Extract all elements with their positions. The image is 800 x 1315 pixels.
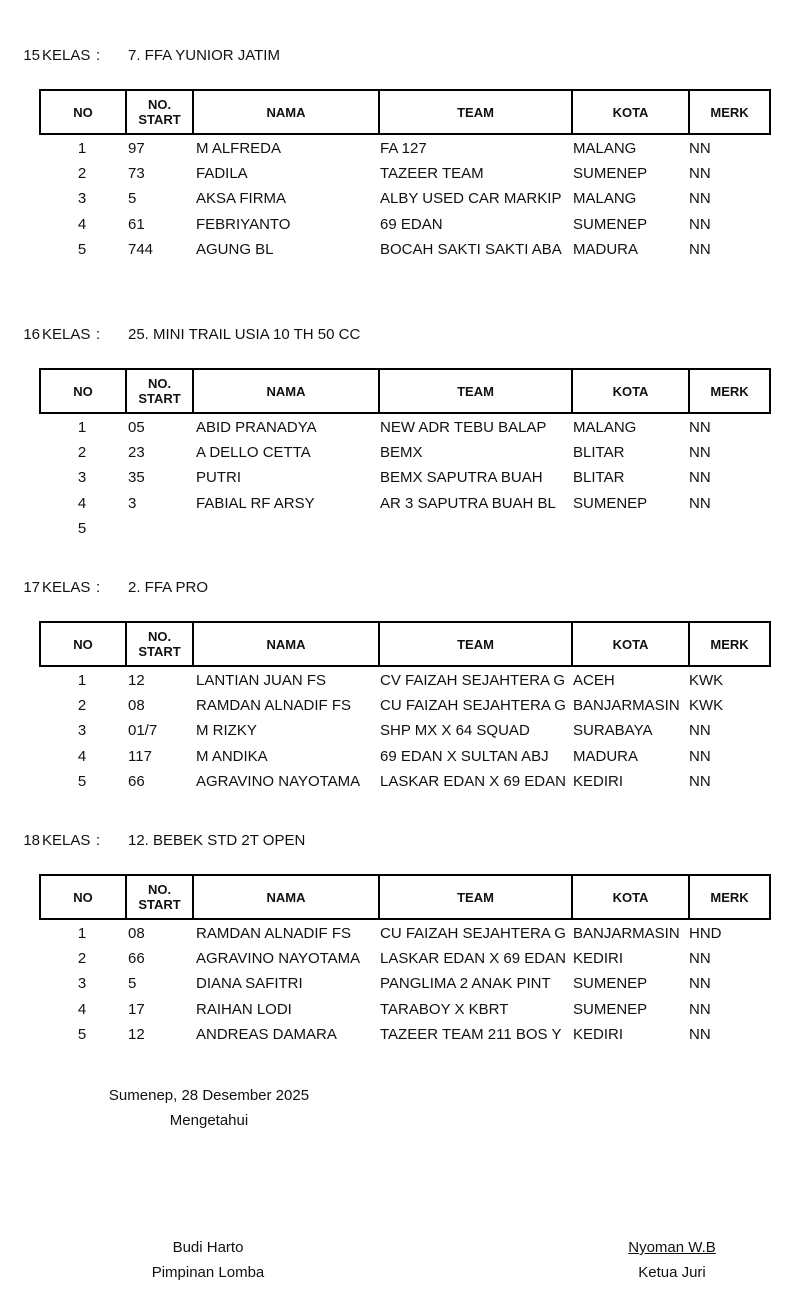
cell-merk: NN (689, 419, 711, 436)
cell-team: CV FAIZAH SEJAHTERA G (380, 672, 566, 689)
signer-right-title: Ketua Juri (638, 1264, 706, 1281)
cell-kota: MADURA (573, 240, 639, 258)
table-row (0, 744, 800, 769)
header-start-line1: NO. (147, 97, 172, 112)
cell-kota: BLITAR (573, 444, 625, 462)
header-merk: MERK (710, 383, 749, 399)
cell-nama: PUTRI (196, 469, 241, 487)
cell-team: TARABOY X KBRT (380, 1000, 509, 1018)
cell-start: 66 (128, 950, 145, 968)
cell-team: BOCAH SAKTI SAKTI ABA (380, 240, 562, 258)
cell-no: 2 (77, 165, 87, 183)
section-title (0, 832, 305, 849)
cell-merk: NN (689, 469, 711, 487)
cell-nama: FABIAL RF ARSY (196, 494, 315, 512)
cell-nama: LANTIAN JUAN FS (196, 672, 327, 689)
cell-no: 3 (77, 975, 87, 993)
cell-merk: NN (689, 950, 711, 968)
table-row (0, 997, 800, 1022)
header-team: TEAM (380, 876, 573, 918)
cell-team: TAZEER TEAM 211 BOS Y (380, 1025, 562, 1043)
cell-team: BEMX SAPUTRA BUAH (380, 469, 543, 487)
cell-nama: AGUNG BL (196, 240, 274, 258)
table-header (39, 621, 771, 667)
signer-left-name: Budi Harto (172, 1239, 244, 1256)
cell-no: 4 (77, 747, 87, 765)
cell-no: 5 (77, 519, 87, 537)
cell-start: 05 (128, 419, 145, 436)
cell-merk: NN (689, 722, 711, 740)
section-title (0, 326, 360, 343)
signer-left-title: Pimpinan Lomba (151, 1264, 265, 1281)
cell-start: 08 (128, 697, 145, 715)
cell-start: 35 (128, 469, 145, 487)
header-team: TEAM (380, 91, 573, 133)
cell-merk: HND (689, 925, 722, 942)
cell-merk: NN (689, 240, 711, 258)
cell-merk: KWK (689, 697, 724, 715)
cell-kota: MALANG (573, 190, 637, 208)
table-header (39, 874, 771, 920)
section-colon: : (96, 832, 101, 849)
cell-merk: NN (689, 165, 711, 183)
table-row (0, 971, 800, 996)
header-merk: MERK (710, 104, 749, 120)
cell-merk: NN (689, 747, 711, 765)
cell-team: CU FAIZAH SEJAHTERA G (380, 697, 566, 715)
cell-merk: NN (689, 975, 711, 993)
cell-team: NEW ADR TEBU BALAP (380, 419, 547, 436)
cell-team: LASKAR EDAN X 69 EDAN (380, 950, 566, 968)
table-row (0, 415, 800, 440)
table-row (0, 668, 800, 693)
cell-nama: AGRAVINO NAYOTAMA (196, 772, 361, 790)
cell-kota: SUMENEP (573, 165, 648, 183)
cell-team: FA 127 (380, 140, 427, 157)
table-row (0, 440, 800, 465)
signer-right-name: Nyoman W.B (628, 1239, 716, 1256)
cell-kota: SUMENEP (573, 494, 648, 512)
section-number: 18 (23, 832, 40, 849)
cell-no: 5 (77, 240, 87, 258)
cell-start: 61 (128, 215, 145, 233)
cell-no: 4 (77, 494, 87, 512)
cell-nama: DIANA SAFITRI (196, 975, 303, 993)
cell-start: 5 (128, 190, 137, 208)
cell-merk: NN (689, 772, 711, 790)
cell-kota: SUMENEP (573, 975, 648, 993)
header-nama: NAMA (194, 623, 380, 665)
header-start-line2: START (138, 897, 181, 912)
header-start-line1: NO. (147, 882, 172, 897)
table-row (0, 136, 800, 161)
cell-team: BEMX (380, 444, 423, 462)
cell-start: 66 (128, 772, 145, 790)
header-start (127, 876, 194, 918)
cell-start: 117 (128, 747, 152, 765)
header-team: TEAM (380, 370, 573, 412)
cell-no: 1 (77, 672, 87, 689)
cell-merk: KWK (689, 672, 724, 689)
section-class-name: 7. FFA YUNIOR JATIM (128, 47, 280, 64)
header-start-line1: NO. (147, 376, 172, 391)
cell-kota: SUMENEP (573, 1000, 648, 1018)
table-body (0, 415, 800, 541)
cell-kota: KEDIRI (573, 1025, 624, 1043)
table-row (0, 921, 800, 946)
table-row (0, 769, 800, 794)
cell-nama: AKSA FIRMA (196, 190, 287, 208)
table-row (0, 1022, 800, 1047)
cell-start: 97 (128, 140, 145, 157)
cell-merk: NN (689, 1025, 711, 1043)
cell-no: 3 (77, 190, 87, 208)
cell-merk: NN (689, 494, 711, 512)
cell-no: 1 (77, 419, 87, 436)
cell-start: 12 (128, 672, 145, 689)
section-colon: : (96, 47, 101, 64)
cell-kota: MALANG (573, 419, 637, 436)
cell-nama: ABID PRANADYA (196, 419, 317, 436)
cell-start: 73 (128, 165, 145, 183)
header-start (127, 623, 194, 665)
section-class-name: 2. FFA PRO (128, 579, 209, 596)
section-class-name: 25. MINI TRAIL USIA 10 TH 50 CC (128, 326, 361, 343)
section-colon: : (96, 326, 101, 343)
cell-merk: NN (689, 444, 711, 462)
cell-no: 1 (77, 925, 87, 942)
section-label: KELAS (42, 47, 91, 64)
cell-team: ALBY USED CAR MARKIP (380, 190, 562, 208)
cell-kota: BANJARMASIN (573, 925, 680, 942)
section-colon: : (96, 579, 101, 596)
header-start-line2: START (138, 391, 181, 406)
cell-kota: KEDIRI (573, 950, 624, 968)
acknowledged-label: Mengetahui (169, 1112, 249, 1129)
cell-no: 2 (77, 444, 87, 462)
table-header (39, 368, 771, 414)
header-start (127, 370, 194, 412)
header-kota: KOTA (573, 623, 690, 665)
cell-nama: RAMDAN ALNADIF FS (196, 697, 352, 715)
cell-start: 01/7 (128, 722, 158, 740)
header-team: TEAM (380, 623, 573, 665)
section-label: KELAS (42, 832, 91, 849)
header-nama: NAMA (194, 876, 380, 918)
cell-no: 3 (77, 722, 87, 740)
cell-team: 69 EDAN (380, 215, 443, 233)
table-row (0, 516, 800, 541)
header-no: NO (41, 876, 127, 918)
section-number: 15 (23, 47, 40, 64)
table-body (0, 668, 800, 794)
cell-kota: SUMENEP (573, 215, 648, 233)
cell-team: PANGLIMA 2 ANAK PINT (380, 975, 551, 993)
table-body (0, 136, 800, 262)
table-row (0, 946, 800, 971)
cell-start: 17 (128, 1000, 145, 1018)
cell-no: 5 (77, 1025, 87, 1043)
section-number: 17 (23, 579, 40, 596)
table-header (39, 89, 771, 135)
header-kota: KOTA (573, 876, 690, 918)
cell-kota: SURABAYA (573, 722, 653, 740)
cell-team: LASKAR EDAN X 69 EDAN (380, 772, 566, 790)
cell-nama: RAMDAN ALNADIF FS (196, 925, 352, 942)
cell-no: 4 (77, 215, 87, 233)
section-number: 16 (23, 326, 40, 343)
cell-start: 744 (128, 240, 154, 258)
cell-no: 3 (77, 469, 87, 487)
table-row (0, 186, 800, 211)
section-class-name: 12. BEBEK STD 2T OPEN (128, 832, 306, 849)
header-start-line2: START (138, 644, 181, 659)
table-row (0, 718, 800, 743)
header-start (127, 91, 194, 133)
header-start-line1: NO. (147, 629, 172, 644)
cell-merk: NN (689, 140, 711, 157)
table-row (0, 693, 800, 718)
header-start-line2: START (138, 112, 181, 127)
table-row (0, 237, 800, 262)
header-merk: MERK (710, 889, 749, 905)
section-title (0, 47, 280, 64)
cell-nama: FADILA (196, 165, 248, 183)
cell-start: 08 (128, 925, 145, 942)
cell-nama: ANDREAS DAMARA (196, 1025, 337, 1043)
cell-kota: BLITAR (573, 469, 625, 487)
cell-kota: ACEH (573, 672, 615, 689)
cell-merk: NN (689, 215, 711, 233)
cell-kota: BANJARMASIN (573, 697, 680, 715)
cell-nama: M RIZKY (196, 722, 257, 740)
section-label: KELAS (42, 326, 91, 343)
cell-merk: NN (689, 1000, 711, 1018)
cell-no: 2 (77, 950, 87, 968)
cell-start: 12 (128, 1025, 145, 1043)
header-nama: NAMA (194, 370, 380, 412)
cell-no: 4 (77, 1000, 87, 1018)
header-no: NO (41, 370, 127, 412)
cell-team: AR 3 SAPUTRA BUAH BL (380, 494, 556, 512)
cell-merk: NN (689, 190, 711, 208)
cell-nama: FEBRIYANTO (196, 215, 291, 233)
table-row (0, 465, 800, 490)
cell-kota: MADURA (573, 747, 639, 765)
place-date: Sumenep, 28 Desember 2025 (108, 1087, 310, 1104)
cell-nama: A DELLO CETTA (196, 444, 311, 462)
header-kota: KOTA (573, 91, 690, 133)
table-body (0, 921, 800, 1047)
header-kota: KOTA (573, 370, 690, 412)
cell-nama: AGRAVINO NAYOTAMA (196, 950, 361, 968)
header-no: NO (41, 91, 127, 133)
cell-nama: M ANDIKA (196, 747, 268, 765)
table-row (0, 161, 800, 186)
cell-team: SHP MX X 64 SQUAD (380, 722, 530, 740)
header-merk: MERK (710, 636, 749, 652)
cell-kota: KEDIRI (573, 772, 624, 790)
cell-team: CU FAIZAH SEJAHTERA G (380, 925, 566, 942)
cell-team: 69 EDAN X SULTAN ABJ (380, 747, 549, 765)
cell-team: TAZEER TEAM (380, 165, 484, 183)
section-label: KELAS (42, 579, 91, 596)
cell-nama: RAIHAN LODI (196, 1000, 292, 1018)
cell-nama: M ALFREDA (196, 140, 282, 157)
cell-no: 5 (77, 772, 87, 790)
section-title (0, 579, 208, 596)
cell-start: 23 (128, 444, 145, 462)
cell-kota: MALANG (573, 140, 637, 157)
table-row (0, 491, 800, 516)
cell-start: 5 (128, 975, 137, 993)
cell-no: 1 (77, 140, 87, 157)
header-no: NO (41, 623, 127, 665)
cell-no: 2 (77, 697, 87, 715)
cell-start: 3 (128, 494, 137, 512)
header-nama: NAMA (194, 91, 380, 133)
table-row (0, 212, 800, 237)
